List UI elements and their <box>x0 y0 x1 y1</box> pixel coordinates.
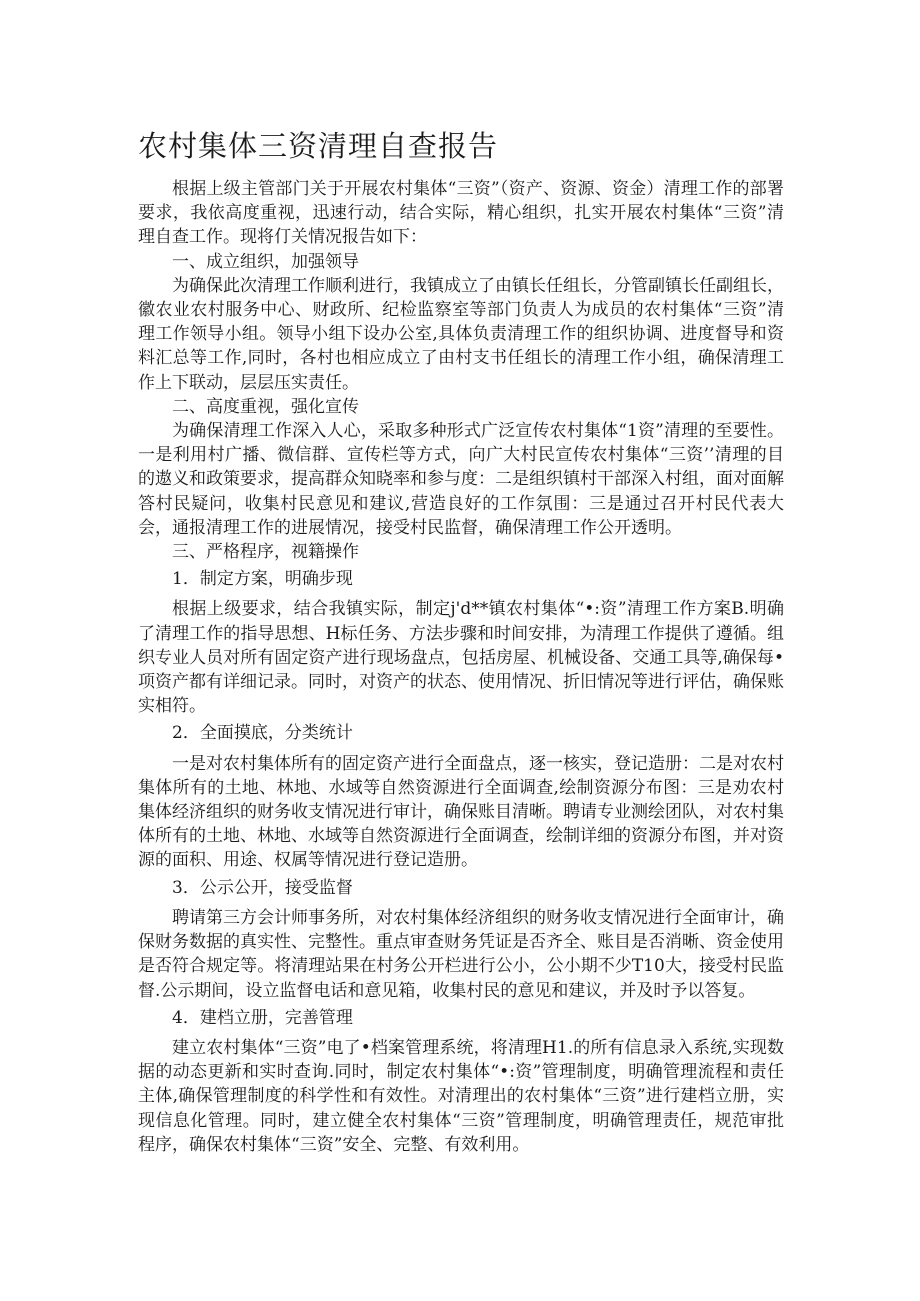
subsection-1-paragraph: 根据上级要求，结合我镇实际，制定j'd**镇农村集体“•:资”清理工作方案B.明确了清理工作的指导思想、H标任务、方法步骤和时间安排，为清理工作提供了遵循。组织专业人员对所有固定资产进行现场盘点，包括房屋、机械设备、交通工具等,确保每•项资产都有详细记录。同时，对资产的状态、使用情况、折旧情况等进行评估，确保账实相符。 <box>138 599 784 717</box>
document-title: 农村集体三资清理自查报告 <box>138 129 499 163</box>
section-heading-1: 一、成立组织，加强领导 <box>172 251 359 272</box>
section-1-paragraph: 为确保此次清理工作顺利进行，我镇成立了由镇长任组长，分管副镇长任副组长，徽农业农村服务中心、财政所、纪检监察室等部门负责人为成员的农村集体“三资”清理工作领导小组。领导小组下设办公室,具体负责清理工作的组织协调、进度督导和资料汇总等工作,同时，各村也相应成立了由村支书任组长的清理工作小组，确保清理工作上下联动，层层压实责任。 <box>138 275 784 393</box>
subsection-heading-1: 1．制定方案，明确步现 <box>172 569 353 590</box>
subsection-heading-2: 2．全面摸底，分类统计 <box>172 723 353 744</box>
subsection-heading-3: 3．公示公开，接受监督 <box>172 877 353 898</box>
section-heading-3: 三、严格程序，视籍操作 <box>172 542 359 563</box>
subsection-3-paragraph: 聘请第三方会计师事务所，对农村集体经济组织的财务收支情况进行全面审计，确保财务数据的真实性、完整性。重点审查财务凭证是否齐全、账目是否消晰、资金使用是否符合规定等。将清理站果在村务公开栏进行公小，公小期不少T10大，接受村民监督.公示期间，设立监督电话和意见箱，收集村民的意见和建议，并及时予以答复。 <box>138 907 784 1001</box>
section-2-paragraph: 为确保清理工作深入人心，采取多种形式广泛宣传农村集体“1资”清理的至要性。一是利用村广播、微信群、宣传栏等方式，向广大村民宣传农村集体“三资’’清理的目的遨义和政策要求，提高群众知晓率和参与度：二是组织镇村干部深入村组，面对面解答村民疑问，收集村民意见和建议,营造良好的工作氛围：三是通过召开村民代表大会，通报清理工作的进展情况，接受村民监督，确保清理工作公开透明。 <box>138 421 784 538</box>
section-heading-2: 二、高度重视，强化宣传 <box>172 396 359 417</box>
subsection-2-paragraph: 一是对农村集体所有的固定资产进行全面盘点，逐一核实，登记造册：二是对农村集体所有的土地、林地、水域等自然资源进行全面调查,绘制资源分布图：三是劝农村集体经济组织的财务收支情况进行审计，确保账目清晰。聘请专业测绘团队，对农村集体所有的土地、林地、水域等自然资源进行全面调查，绘制详细的资源分布图，并对资源的面积、用途、权属等情况进行登记造册。 <box>138 753 784 871</box>
subsection-4-paragraph: 建立农村集体“三资”电了•档案管理系统，将清理H1.的所有信息录入系统,实现数据的动态更新和实时查询.同时，制定农村集体“•:资”管理制度，明确管理流程和责任主体,确保管理制度的科学性和有效性。对清理出的农村集体“三资”进行建档立册，实现信息化管理。同时，建立健全农村集体“三资”管理制度，明确管理责任，规范审批程序，确保农村集体“三资”安全、完整、有效利用。 <box>138 1037 784 1155</box>
intro-paragraph: 根据上级主管部门关于开展农村集体“三资”（资产、资源、资金）清理工作的部署要求，我依高度重视，迅速行动，结合实际，精心组织，扎实开展农村集体“三资”清理自查工作。现将仃关情况报告如下： <box>138 179 784 248</box>
document-body <box>138 177 784 1157</box>
subsection-heading-4: 4．建档立册，完善管理 <box>172 1007 353 1028</box>
